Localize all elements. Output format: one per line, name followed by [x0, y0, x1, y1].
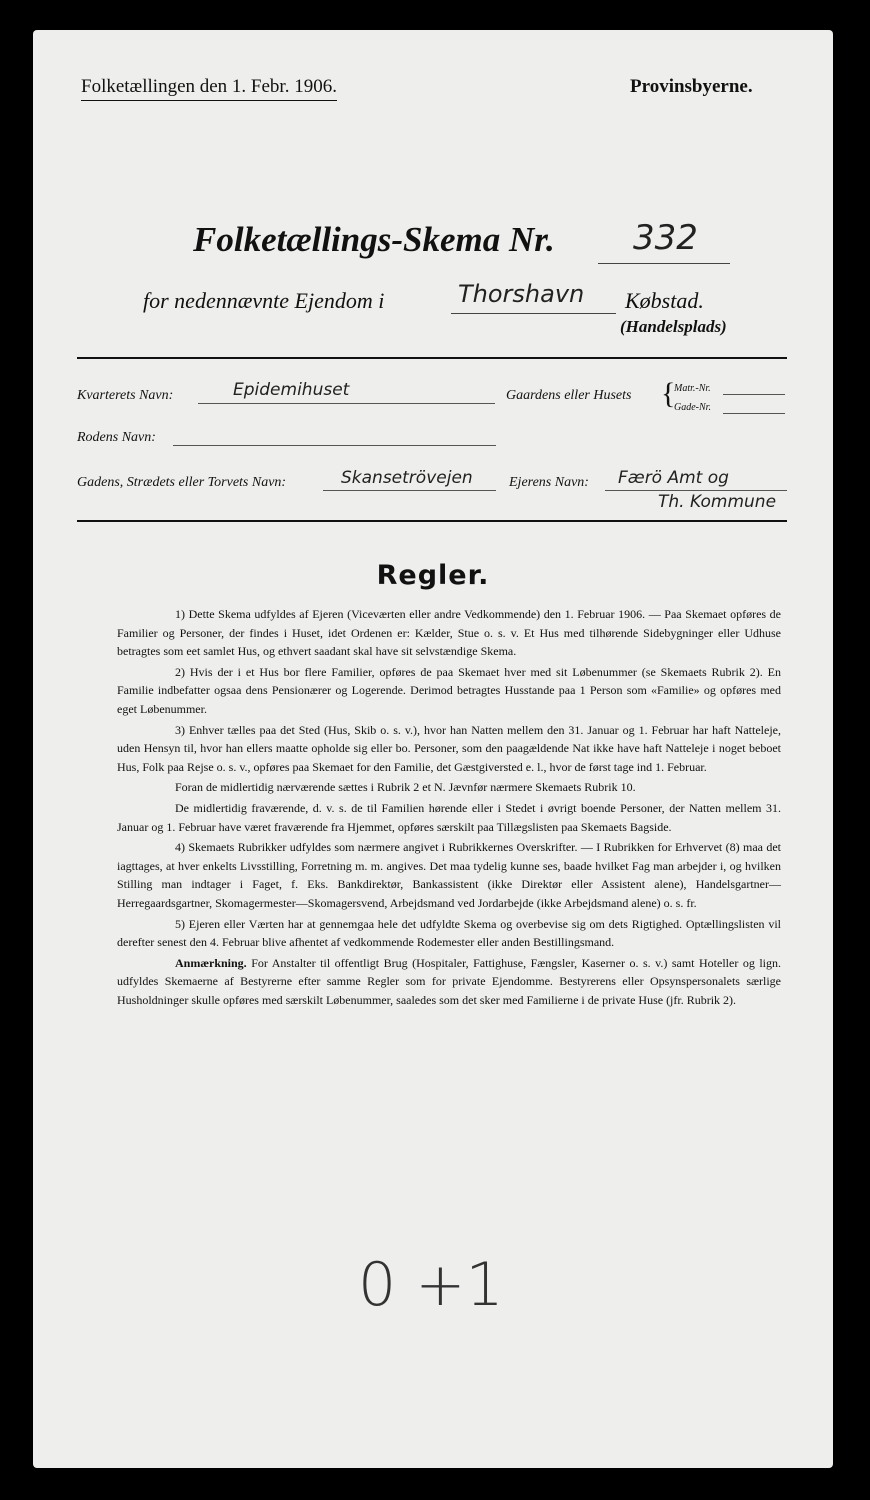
kvarter-label: Kvarterets Navn: — [77, 388, 174, 403]
gaard-label: Gaardens eller Husets — [506, 388, 632, 403]
rule-3-temporary-present: Foran de midlertidig nærværende sættes i Rubrik 2 et N. Jævnfør nærmere Skemaets Rubrik 10. — [175, 780, 636, 795]
rode-label: Rodens Navn: — [77, 430, 156, 445]
gade-nr-line — [723, 413, 785, 414]
kvarter-value: Epidemihuset — [233, 380, 350, 400]
bottom-divider — [77, 520, 787, 522]
rules-text — [117, 605, 781, 1011]
ejer-value-line2: Th. Kommune — [658, 492, 777, 512]
census-date-header: Folketællingen den 1. Febr. 1906. — [81, 76, 337, 101]
subtitle-prefix: for nedennævnte Ejendom i — [143, 288, 385, 313]
town-type-alt: (Handelsplads) — [620, 317, 727, 336]
rule-5: 5) Ejeren eller Værten har at gennemgaa hele det udfyldte Skema og overbevise sig om dets Rigtighed. Optællingslisten vil derefter senest den 4. Februar blive afhentet af vedkommende Rodemester eller anden Bestillingsmand. — [117, 916, 781, 950]
gaard-brace: { — [661, 377, 676, 410]
rule-3: 3) Enhver tælles paa det Sted (Hus, Skib o. s. v.), hvor han Natten mellem den 31. Januar og 1. Februar har haft Natteleje, uden Hensyn til, hvor han ellers maatte opholde sig eller bo. Personer, som den paagældende Nat ikke have haft Natteleje i noget beboet Hus, Folk paa Rejse o. s. v., opføres paa Skemaet for den Familie, det Gæstgiversted e. l., hvor de først tage ind 1. Februar. — [117, 722, 781, 774]
matr-line — [723, 394, 785, 395]
schema-number-line — [598, 263, 730, 264]
schema-number: 332 — [633, 218, 698, 258]
rule-2: 2) Hvis der i et Hus bor flere Familier, opføres de paa Skemaet hver med sit Løbenummer (se Skemaets Rubrik 2). En Familie indbefatter ogsaa dens Pensionærer og Logerende. Derimod betragtes Husstande paa 1 Person som «Familie» og opføres med eget Løbenummer. — [117, 664, 781, 716]
note-text: For Anstalter til offentligt Brug (Hospitaler, Fattighuse, Fængsler, Kaserner o. s. v.) samt Hoteller og lign. udfyldes Skemaerne af Bestyrerne efter samme Regler som for private Ejendomme. Bestyrerens eller Opsynspersonalets særlige Husholdninger skulle opføres med særskilt Løbenummer, saaledes som det sker med Familierne i de private Huse (jfr. Rubrik 2). — [117, 955, 781, 1007]
rule-1: 1) Dette Skema udfyldes af Ejeren (Viceværten eller andre Vedkommende) den 1. Februar 1906. — Paa Skemaet opføres de Familier og Personer, der findes i Huset, idet Ordenen er: Kælder, Stue o. s. v. Et Hus med tilhørende Sidebygninger eller Udhuse betragtes som eet samlet Hus, og ethvert saadant skal have sit selvstændige Skema. — [117, 607, 781, 659]
gade-label: Gadens, Strædets eller Torvets Navn: — [77, 475, 287, 490]
town-name: Thorshavn — [458, 280, 585, 308]
kvarter-line — [198, 403, 495, 404]
ejer-line — [605, 490, 787, 491]
region-header: Provinsbyerne. — [630, 76, 753, 97]
ejer-value-line1: Færö Amt og — [618, 468, 729, 488]
rules-note — [117, 954, 781, 1010]
gade-value: Skansetrövejen — [341, 468, 473, 488]
handwritten-tally: 0 +1 — [358, 1250, 504, 1320]
rule-3-temporary-absent: De midlertidig fraværende, d. v. s. de til Familien hørende eller i Stedet i øvrigt boende Personer, der Natten mellem 31. Januar og 1. Februar have været fraværende fra Hjemmet, opføres særskilt paa Tillægslisten paa Skemaets Bagside. — [117, 800, 781, 834]
top-divider — [77, 357, 787, 359]
gade-nr-label: Gade-Nr. — [674, 402, 711, 413]
matr-label: Matr.-Nr. — [674, 383, 711, 394]
town-line — [451, 313, 616, 314]
ejer-label: Ejerens Navn: — [509, 475, 589, 490]
census-form-sheet — [33, 30, 833, 1468]
form-title: Folketællings-Skema Nr. — [193, 220, 555, 259]
gade-line — [323, 490, 496, 491]
town-type: Købstad. — [625, 288, 704, 313]
rules-heading: Regler. — [376, 560, 490, 591]
rode-line — [173, 445, 496, 446]
note-title: Anmærkning. — [175, 955, 247, 970]
rule-4: 4) Skemaets Rubrikker udfyldes som nærmere angivet i Rubrikkernes Overskrifter. — I Rubrikken for Erhvervet (8) maa det iagttages, at hver enkelts Livsstilling, Forretning m. m. angives. Det maa tydelig kunne ses, baade hvilket Fag man arbejder i, og hvilken Stilling man indtager i Faget, f. Eks. Bankdirektør, Bankassistent (ikke Direktør eller Assistent alene), Handelsgartner—Herregaardsgartner, Skomagermester—Skomagersvend, Arbejdsmand ved Jordarbejde (ikke Arbejdsmand alene) o. s. fr. — [117, 840, 781, 910]
